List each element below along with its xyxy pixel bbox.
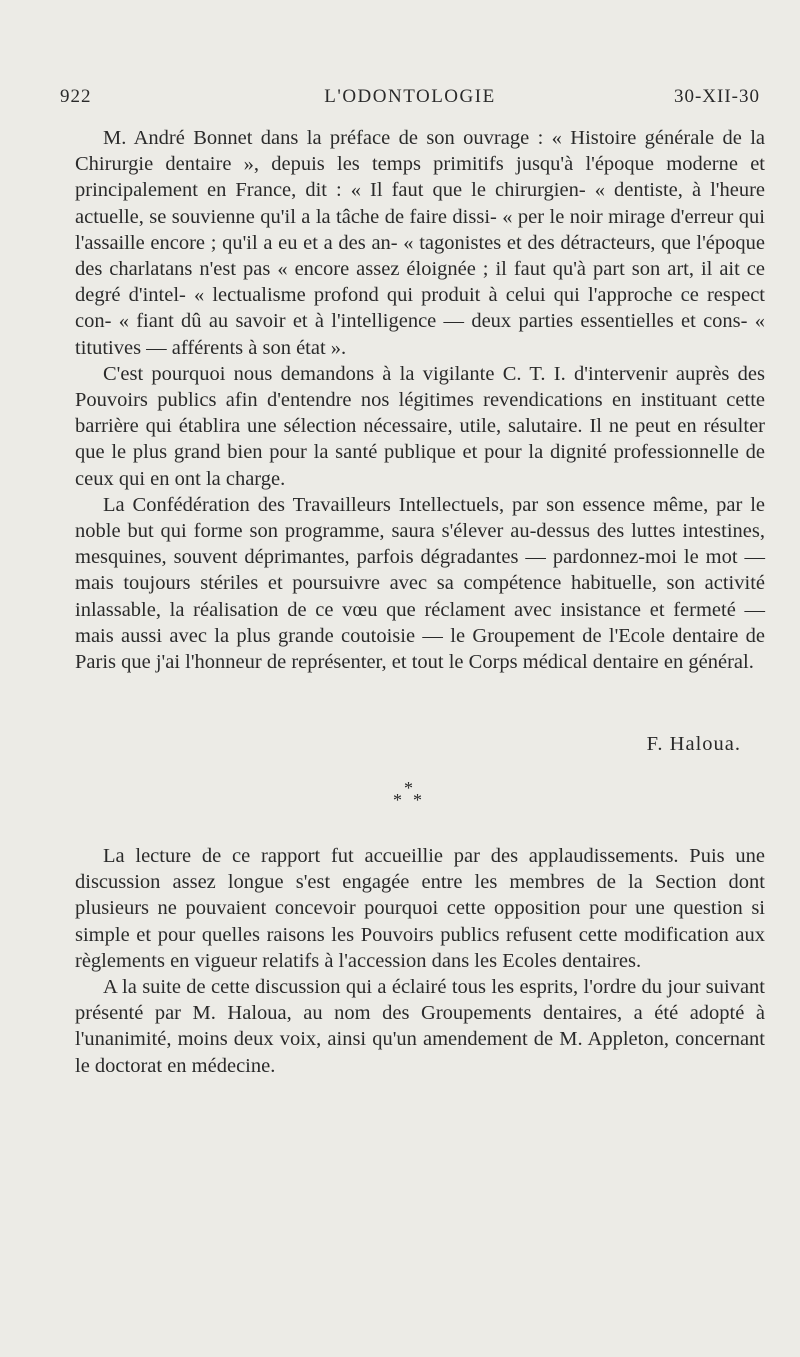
report-text — [75, 125, 765, 675]
paragraph-confederation: La Confédération des Travailleurs Intellectuels, par son essence même, par le noble but qui forme son programme, saura s'élever au-dessus des luttes intestines, mesquines, souvent déprimantes, parfois dégradantes — pardonnez-moi le mot — mais toujours stériles et poursuivre avec sa compétence habituelle, son activité inlassable, la réalisation de ce vœu que réclament avec insistance et fermeté — mais aussi avec la plus grande coutoisie — le Groupement de l'Ecole dentaire de Paris que j'ai l'honneur de représenter, et tout le Corps médical dentaire en général. — [75, 493, 765, 674]
signature: F. Haloua. — [646, 733, 741, 755]
paragraph-discussion: La lecture de ce rapport fut accueillie par des applaudissements. Puis une discussion assez longue s'est engagée entre les membres de la Section dont plusieurs ne pouvaient concevoir pourquoi cette opposition pour une question si simple et pour quelles raisons les Pouvoirs publics refusent cette modification aux règlements en vigueur relatifs à l'accession dans les Ecoles dentaires. — [75, 845, 765, 972]
paragraph-bonnet-quote: M. André Bonnet dans la préface de son ouvrage : « Histoire générale de la Chirurgie dentaire », depuis les temps primitifs jusqu'à l'époque moderne et principalement en France, dit : « Il faut que le chirurgien- « dentiste, à l'heure actuelle, se souvienne qu'il a la tâche de faire dissi- « per le noir mirage d'erreur qui l'assaille encore ; qu'il a eu et a des an- « tagonistes et des détracteurs, que l'époque des charlatans n'est pas « encore assez éloignée ; il faut qu'à part son art, il ait ce degré d'intel- « lectualisme profond qui produit à celui qui l'approche ce respect con- « fiant dû au savoir et à l'intelligence — deux parties essentielles et cons- « titutives — afférents à son état ». — [75, 127, 765, 359]
page-number: 922 — [60, 86, 92, 107]
paragraph-adoption: A la suite de cette discussion qui a éclairé tous les esprits, l'ordre du jour suivant présenté par M. Haloua, au nom des Groupements dentaires, a été adopté à l'unanimité, moins deux voix, ainsi qu'un amendement de M. Appleton, concernant le doctorat en médecine. — [75, 976, 765, 1077]
asterisk-left: * — [393, 790, 402, 810]
section-separator — [0, 778, 800, 818]
asterisk-right: * — [413, 790, 422, 810]
issue-date: 30-XII-30 — [673, 86, 760, 107]
paragraph-demand: C'est pourquoi nous demandons à la vigilante C. T. I. d'intervenir auprès des Pouvoirs publics afin d'entendre nos légitimes revendications en instituant cette barrière qui établira une sélection nécessaire, utile, salutaire. Il ne peut en résulter que le plus grand bien pour la santé publique et pour la dignité professionnelle de ceux qui en ont la charge. — [75, 362, 765, 490]
journal-title: L'ODONTOLOGIE — [324, 86, 496, 107]
running-header — [60, 86, 760, 110]
discussion-text — [75, 843, 765, 1079]
asterisk-top: * — [404, 778, 413, 798]
